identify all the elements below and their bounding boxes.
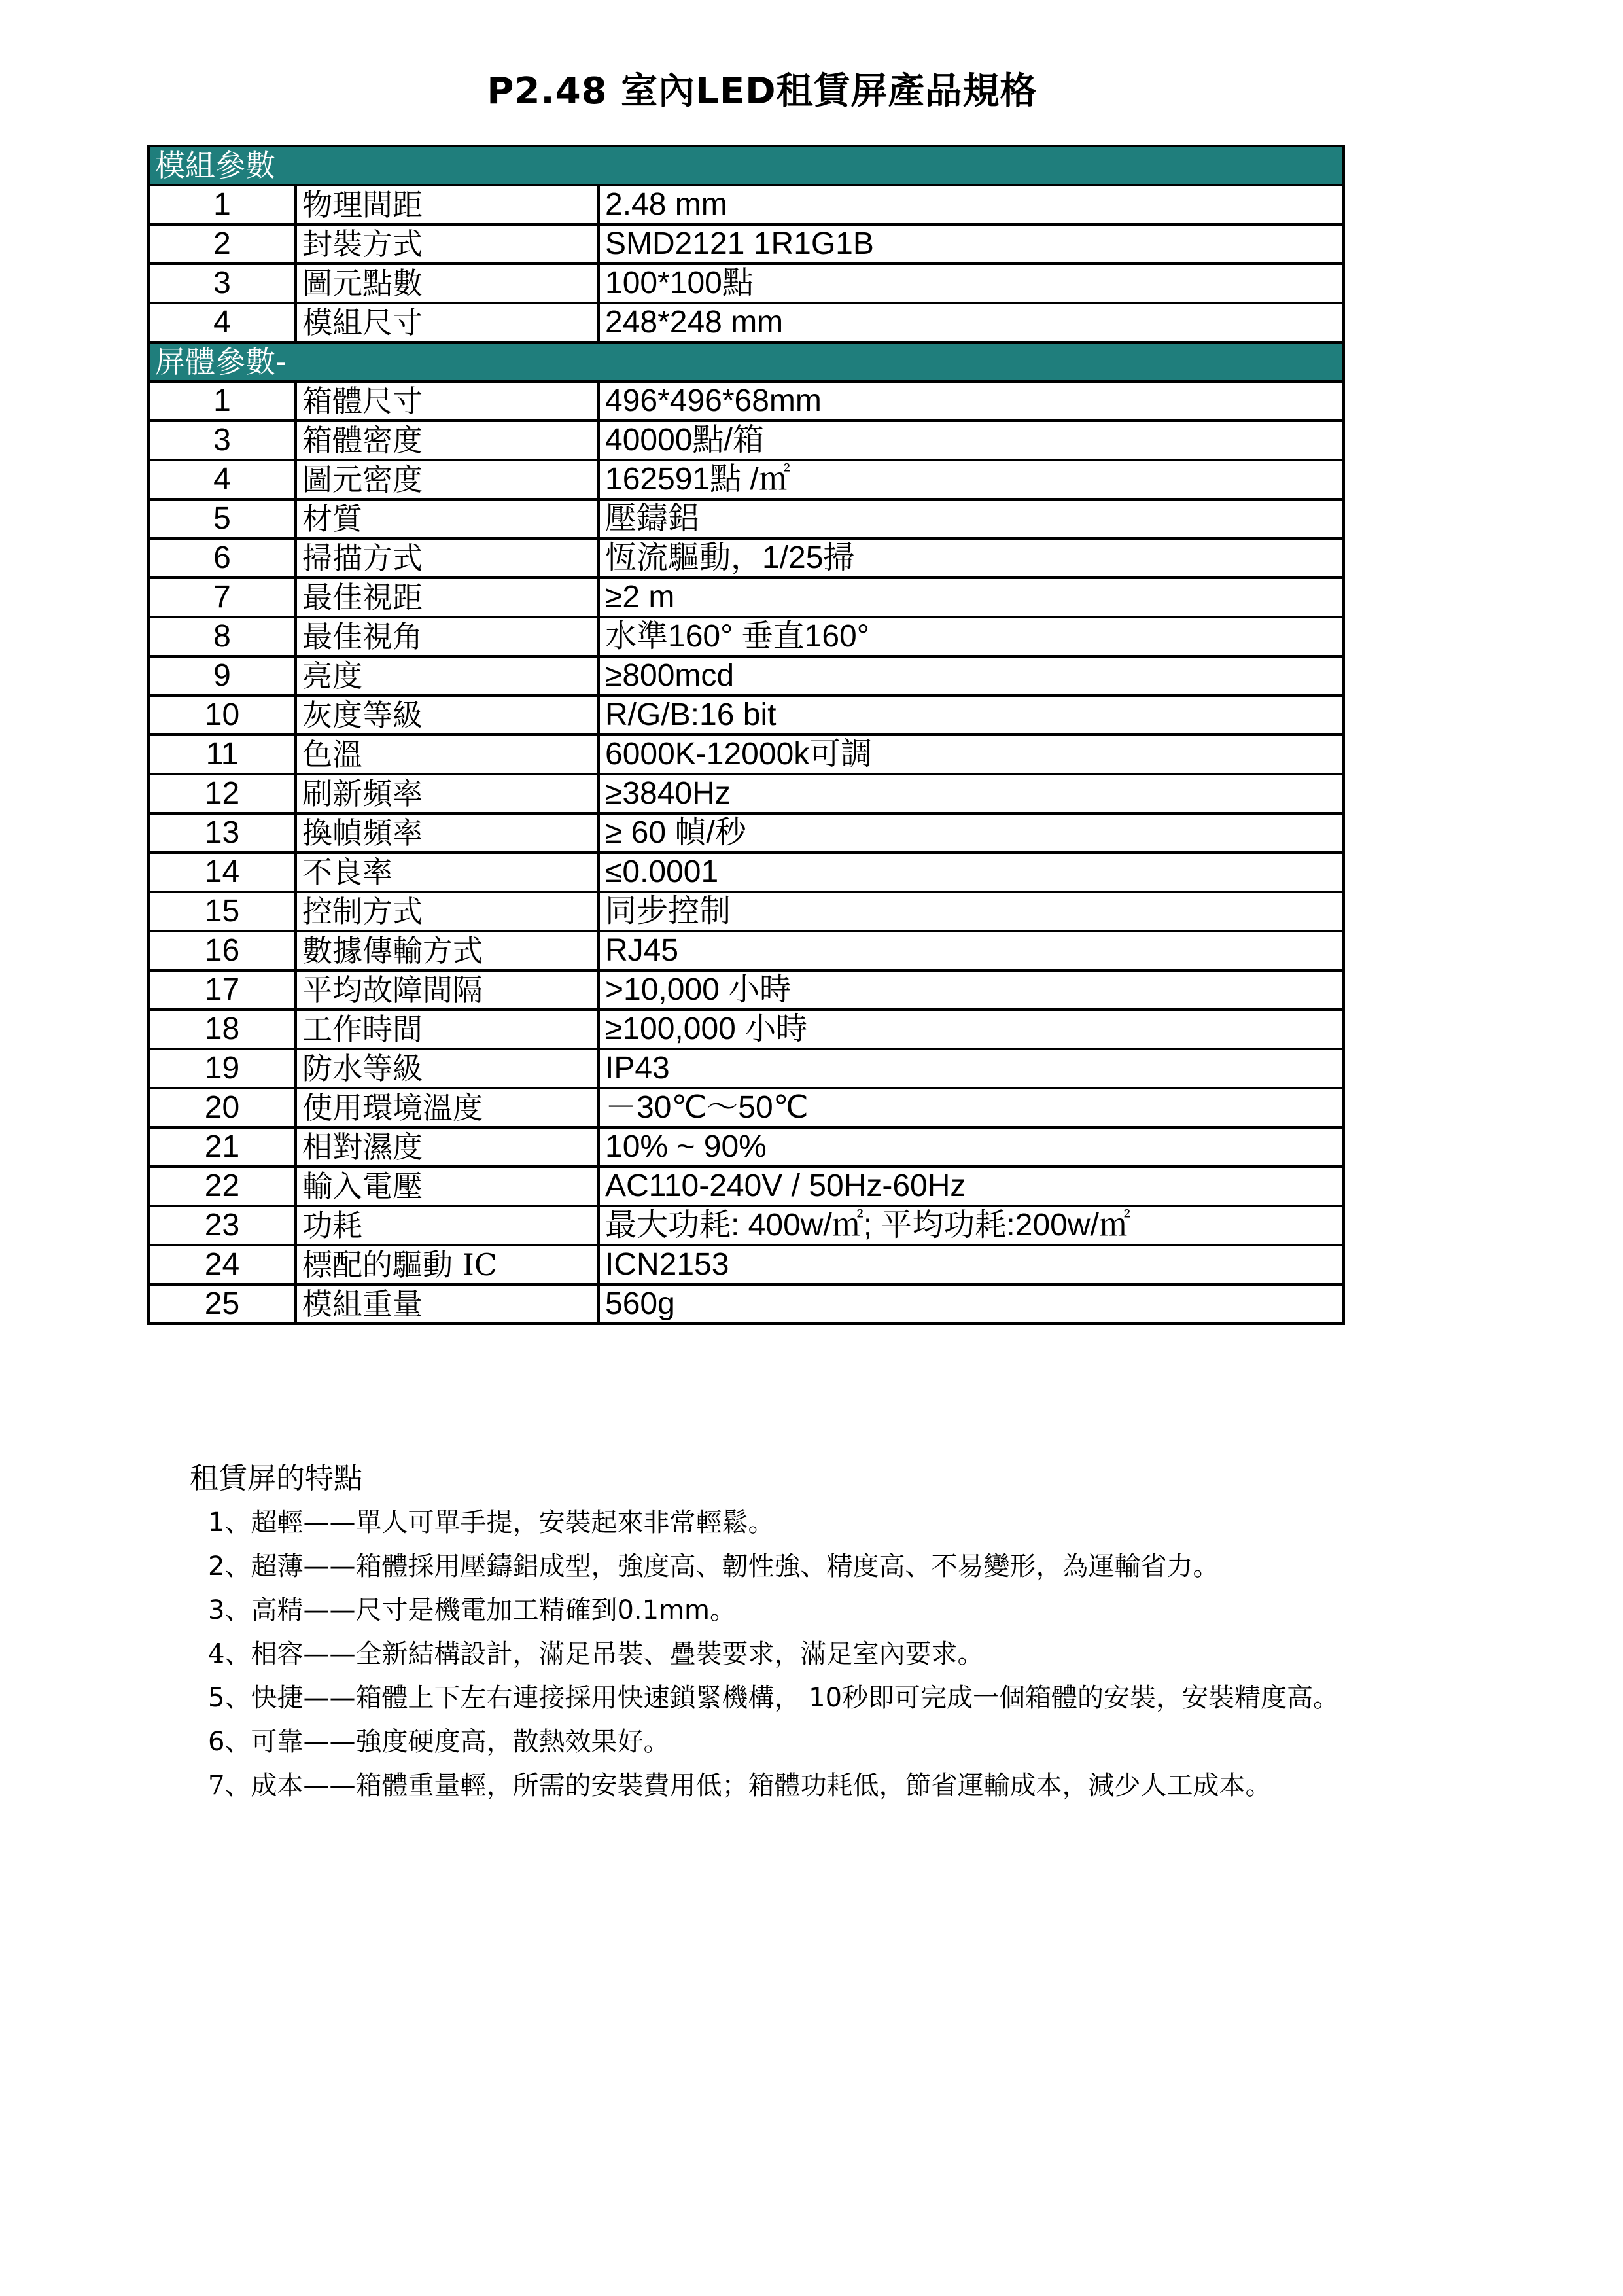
parameter-value-cell: IP43 [599, 1049, 1344, 1088]
list-item: 4、相容——全新結構設計，滿足吊裝、疊裝要求，滿足室內要求。 [208, 1639, 984, 1669]
parameter-value-cell: 560g [599, 1284, 1344, 1324]
table-row [148, 303, 1344, 342]
row-number-cell: 16 [148, 931, 296, 970]
table-row [148, 1127, 1344, 1167]
list-item: 2、超薄——箱體採用壓鑄鋁成型，強度高、韌性強、精度高、不易變形，為運輸省力。 [208, 1551, 1219, 1581]
parameter-value-cell: 40000點/箱 [599, 421, 1344, 460]
parameter-value-cell: ≥100,000 小時 [599, 1010, 1344, 1049]
parameter-name-cell: 最佳視距 [296, 578, 599, 617]
parameter-value-cell: >10,000 小時 [599, 970, 1344, 1010]
parameter-value-cell: ICN2153 [599, 1245, 1344, 1284]
row-number-cell: 10 [148, 696, 296, 735]
parameter-name-cell: 數據傳輸方式 [296, 931, 599, 970]
parameter-name-cell: 材質 [296, 499, 599, 539]
parameter-name-cell: 工作時間 [296, 1010, 599, 1049]
parameter-value-cell: －30℃～50℃ [599, 1088, 1344, 1127]
parameter-value-cell: 100*100點 [599, 264, 1344, 303]
parameter-name-cell: 物理間距 [296, 185, 599, 224]
cabinet-section-title: 屏體參數- [148, 342, 1344, 381]
parameter-name-cell: 防水等級 [296, 1049, 599, 1088]
table-row [148, 696, 1344, 735]
parameter-name-cell: 灰度等級 [296, 696, 599, 735]
parameter-name-cell: 圖元密度 [296, 460, 599, 499]
row-number-cell: 3 [148, 264, 296, 303]
parameter-value-cell: 恆流驅動，1/25掃 [599, 539, 1344, 578]
section-header-module [148, 146, 1344, 185]
row-number-cell: 14 [148, 853, 296, 892]
list-item: 3、高精——尺寸是機電加工精確到0.1mm。 [208, 1595, 736, 1625]
parameter-value-cell: ≤0.0001 [599, 853, 1344, 892]
list-item: 5、快捷——箱體上下左右連接採用快速鎖緊機構， 10秒即可完成一個箱體的安裝，安裝精度高。 [208, 1683, 1340, 1713]
table-row [148, 1049, 1344, 1088]
row-number-cell: 20 [148, 1088, 296, 1127]
row-number-cell: 4 [148, 460, 296, 499]
parameter-name-cell: 換幀頻率 [296, 813, 599, 853]
parameter-value-cell: 496*496*68mm [599, 381, 1344, 421]
parameter-name-cell: 箱體尺寸 [296, 381, 599, 421]
row-number-cell: 17 [148, 970, 296, 1010]
parameter-name-cell: 不良率 [296, 853, 599, 892]
table-row [148, 617, 1344, 656]
row-number-cell: 12 [148, 774, 296, 813]
parameter-name-cell: 亮度 [296, 656, 599, 696]
table-row [148, 1206, 1344, 1245]
row-number-cell: 3 [148, 421, 296, 460]
table-row [148, 1088, 1344, 1127]
parameter-name-cell: 模組尺寸 [296, 303, 599, 342]
row-number-cell: 13 [148, 813, 296, 853]
parameter-name-cell: 使用環境溫度 [296, 1088, 599, 1127]
table-row [148, 224, 1344, 264]
row-number-cell: 9 [148, 656, 296, 696]
table-row [148, 813, 1344, 853]
parameter-name-cell: 最佳視角 [296, 617, 599, 656]
parameter-name-cell: 刷新頻率 [296, 774, 599, 813]
parameter-name-cell: 箱體密度 [296, 421, 599, 460]
spec-table-body [148, 146, 1344, 1324]
table-row [148, 460, 1344, 499]
row-number-cell: 4 [148, 303, 296, 342]
parameter-name-cell: 色溫 [296, 735, 599, 774]
table-row [148, 656, 1344, 696]
parameter-value-cell: ≥3840Hz [599, 774, 1344, 813]
parameter-name-cell: 功耗 [296, 1206, 599, 1245]
row-number-cell: 7 [148, 578, 296, 617]
row-number-cell: 25 [148, 1284, 296, 1324]
parameter-value-cell: 10% ~ 90% [599, 1127, 1344, 1167]
parameter-value-cell: 最大功耗: 400w/㎡; 平均功耗:200w/㎡ [599, 1206, 1344, 1245]
table-row [148, 774, 1344, 813]
parameter-value-cell: ≥800mcd [599, 656, 1344, 696]
page-title: P2.48 室內LED租賃屏產品規格 [487, 70, 1038, 113]
table-row [148, 539, 1344, 578]
parameter-value-cell: SMD2121 1R1G1B [599, 224, 1344, 264]
parameter-name-cell: 圖元點數 [296, 264, 599, 303]
row-number-cell: 6 [148, 539, 296, 578]
row-number-cell: 8 [148, 617, 296, 656]
features-title: 租賃屏的特點 [190, 1462, 362, 1495]
parameter-value-cell: 6000K-12000k可調 [599, 735, 1344, 774]
table-row [148, 381, 1344, 421]
table-row [148, 421, 1344, 460]
row-number-cell: 21 [148, 1127, 296, 1167]
row-number-cell: 15 [148, 892, 296, 931]
parameter-value-cell: 162591點 /㎡ [599, 460, 1344, 499]
list-item: 6、可靠——強度硬度高，散熱效果好。 [208, 1727, 670, 1757]
table-row [148, 853, 1344, 892]
parameter-value-cell: 同步控制 [599, 892, 1344, 931]
parameter-value-cell: 2.48 mm [599, 185, 1344, 224]
table-row [148, 1167, 1344, 1206]
row-number-cell: 1 [148, 381, 296, 421]
row-number-cell: 23 [148, 1206, 296, 1245]
parameter-name-cell: 控制方式 [296, 892, 599, 931]
row-number-cell: 18 [148, 1010, 296, 1049]
parameter-value-cell: 248*248 mm [599, 303, 1344, 342]
table-row [148, 1284, 1344, 1324]
parameter-value-cell: 水準160° 垂直160° [599, 617, 1344, 656]
table-row [148, 264, 1344, 303]
features-list [190, 1501, 1563, 1808]
row-number-cell: 19 [148, 1049, 296, 1088]
table-row [148, 499, 1344, 539]
parameter-value-cell: AC110-240V / 50Hz-60Hz [599, 1167, 1344, 1206]
parameter-name-cell: 平均故障間隔 [296, 970, 599, 1010]
table-row [148, 970, 1344, 1010]
section-header-cabinet [148, 342, 1344, 381]
features-section [190, 1459, 1563, 1808]
table-row [148, 578, 1344, 617]
table-row [148, 931, 1344, 970]
parameter-name-cell: 掃描方式 [296, 539, 599, 578]
row-number-cell: 5 [148, 499, 296, 539]
parameter-name-cell: 相對濕度 [296, 1127, 599, 1167]
parameter-name-cell: 封裝方式 [296, 224, 599, 264]
parameter-name-cell: 標配的驅動 IC [296, 1245, 599, 1284]
row-number-cell: 24 [148, 1245, 296, 1284]
list-item: 1、超輕——單人可單手提，安裝起來非常輕鬆。 [208, 1508, 775, 1538]
parameter-value-cell: 壓鑄鋁 [599, 499, 1344, 539]
table-row [148, 892, 1344, 931]
row-number-cell: 1 [148, 185, 296, 224]
table-row [148, 1245, 1344, 1284]
spec-table [147, 145, 1345, 1325]
parameter-value-cell: R/G/B:16 bit [599, 696, 1344, 735]
parameter-value-cell: RJ45 [599, 931, 1344, 970]
table-row [148, 185, 1344, 224]
parameter-name-cell: 輸入電壓 [296, 1167, 599, 1206]
row-number-cell: 2 [148, 224, 296, 264]
module-section-title: 模組參數 [148, 146, 1344, 185]
row-number-cell: 11 [148, 735, 296, 774]
parameter-name-cell: 模組重量 [296, 1284, 599, 1324]
table-row [148, 1010, 1344, 1049]
table-row [148, 735, 1344, 774]
row-number-cell: 22 [148, 1167, 296, 1206]
parameter-value-cell: ≥2 m [599, 578, 1344, 617]
parameter-value-cell: ≥ 60 幀/秒 [599, 813, 1344, 853]
list-item: 7、成本——箱體重量輕，所需的安裝費用低；箱體功耗低，節省運輸成本，減少人工成本。 [208, 1771, 1272, 1801]
